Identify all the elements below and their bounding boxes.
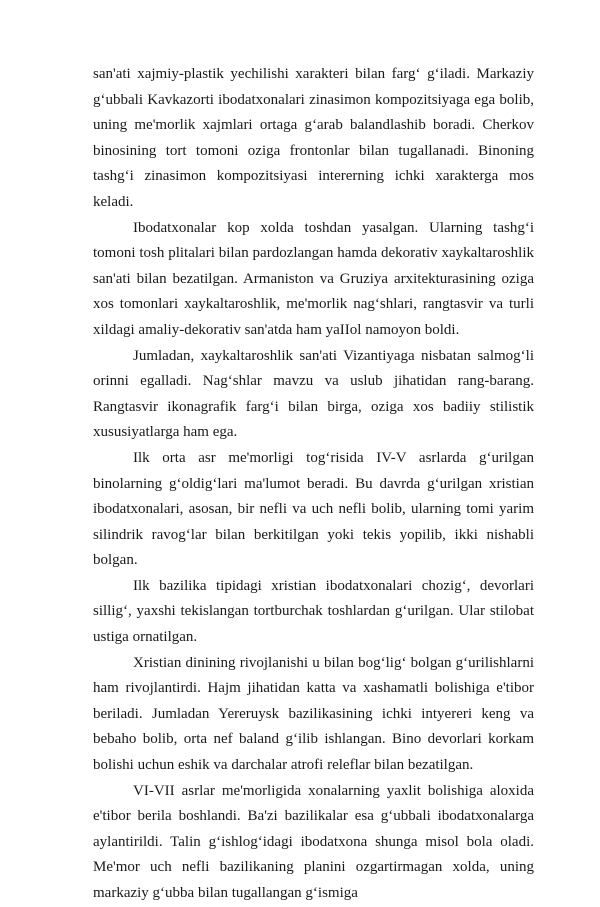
paragraph-1: san'ati xajmiy-plastik yechilishi xarakteri bilan farg‘ g‘iladi. Markaziy g‘ubbali Kavkazorti ibodatxonalari zinasimon kompozitsiyaga ega bolib, uning me'morlik xajmlari ortaga g‘arab balandlashib boradi. Cherkov binosining tort tomoni oziga frontonlar bilan tugallanadi. Binoning tashg‘i zinasimon kompozitsiyasi intererning ichki xarakterga mos keladi. xyxy=(93,66,534,210)
paragraph-3: Jumladan, xaykaltaroshlik san'ati Vizantiyaga nisbatan salmog‘li orinni egalladi. Nag‘shlar mavzu va uslub jihatidan rang-barang. Rangtasvir ikonagrafik farg‘i bilan birga, oziga xos badiiy stilistik xususiyatlarga ham ega. xyxy=(93,347,534,441)
paragraph-2: Ibodatxonalar kop xolda toshdan yasalgan. Ularning tashg‘i tomoni tosh plitalari bilan pardozlangan hamda dekorativ xaykaltaroshlik san'ati bilan bezatilgan. Armaniston va Gruziya arxitekturasining oziga xos tomonlari xaykaltaroshlik, me'morlik nag‘shlari, rangtasvir va turli xildagi amaliy-dekorativ san'atda ham yaIIol namoyon boldi. xyxy=(93,219,534,338)
paragraph-7: VI-VII asrlar me'morligida xonalarning yaxlit bolishiga aloxida e'tibor berila boshlandi. Ba'zi bazilikalar esa g‘ubbali ibodatxonalarga aylantirildi. Talin g‘ishlog‘idagi ibodatxona shunga misol bola oladi. Me'mor uch nefli bazilikaning planini ozgartirmagan xolda, uning markaziy g‘ubba bilan tugallangan g‘ismiga xyxy=(93,782,534,901)
document-body xyxy=(93,62,534,907)
paragraph-6: Xristian dinining rivojlanishi u bilan bog‘lig‘ bolgan g‘urilishlarni ham rivojlantirdi. Hajm jihatidan katta va xashamatli bolishiga e'tibor beriladi. Jumladan Yereruysk bazilikasining ichki intyereri keng va bebaho bolib, orta nef baland g‘ilib ishlangan. Bino devorlari korkam bolishi uchun eshik va darchalar atrofi releflar bilan bezatilgan. xyxy=(93,654,534,774)
paragraph-4: Ilk orta asr me'morligi tog‘risida IV-V asrlarda g‘urilgan binolarning g‘oldig‘lari ma'lumot beradi. Bu davrda g‘urilgan xristian ibodatxonalari, asosan, bir nefli va uch nefli bolib, ularning tomi yarim silindrik ravog‘lar bilan berkitilgan yoki tekis yopilib, ikki nishabli bolgan. xyxy=(93,449,534,569)
paragraph-5: Ilk bazilika tipidagi xristian ibodatxonalari chozig‘, devorlari sillig‘, yaxshi tekislangan tortburchak toshlardan g‘urilgan. Ular stilobat ustiga ornatilgan. xyxy=(93,577,534,646)
